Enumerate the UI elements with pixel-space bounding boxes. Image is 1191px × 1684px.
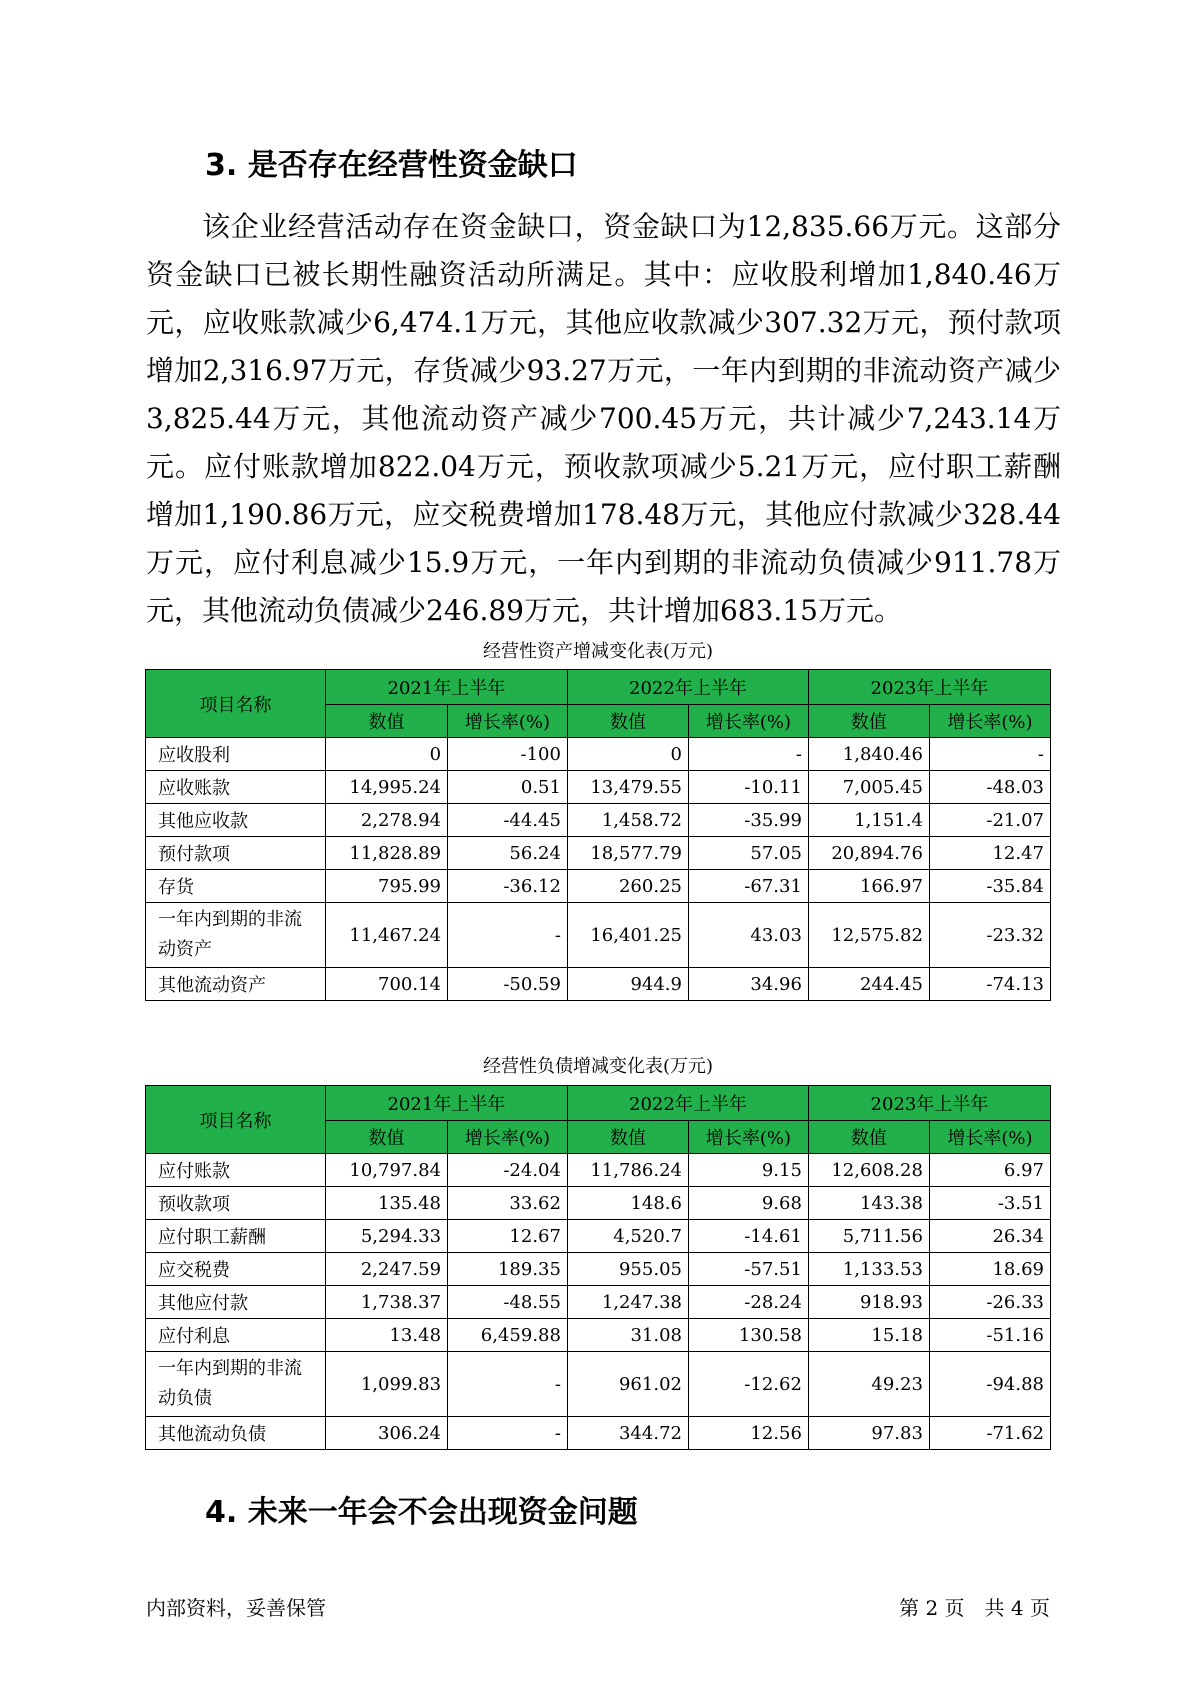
table-row [146,1253,1051,1286]
value-2021-cell: 700.14 [325,968,447,1001]
value-2022-cell: 955.05 [567,1253,688,1286]
table-row [146,804,1051,837]
header-value: 数值 [567,705,688,738]
rate-2021-cell: 56.24 [448,837,568,870]
header-rate: 增长率(%) [688,705,808,738]
table-row [146,968,1051,1001]
rate-2023-cell: - [929,738,1050,771]
header-value: 数值 [808,1121,929,1154]
header-rate: 增长率(%) [929,705,1050,738]
rate-2021-cell: 0.51 [448,771,568,804]
value-2023-cell: 166.97 [808,870,929,903]
value-2022-cell: 944.9 [567,968,688,1001]
rate-2022-cell: -10.11 [688,771,808,804]
rate-2022-cell: -35.99 [688,804,808,837]
value-2022-cell: 31.08 [567,1319,688,1352]
value-2021-cell: 306.24 [325,1417,447,1450]
row-name-cell: 一年内到期的非流动资产 [146,903,326,968]
rate-2021-cell: 189.35 [448,1253,568,1286]
row-name-cell: 预付款项 [146,837,326,870]
rate-2021-cell: -100 [448,738,568,771]
rate-2022-cell: 12.56 [688,1417,808,1450]
rate-2021-cell: 6,459.88 [448,1319,568,1352]
value-2022-cell: 1,458.72 [567,804,688,837]
header-period-2022: 2022年上半年 [567,1086,808,1121]
value-2021-cell: 1,738.37 [325,1286,447,1319]
header-item-name: 项目名称 [146,1086,326,1154]
value-2023-cell: 1,151.4 [808,804,929,837]
row-name-cell: 应付账款 [146,1154,326,1187]
header-value: 数值 [325,705,447,738]
rate-2023-cell: -23.32 [929,903,1050,968]
header-rate: 增长率(%) [929,1121,1050,1154]
rate-2021-cell: -24.04 [448,1154,568,1187]
table-row [146,771,1051,804]
rate-2023-cell: -94.88 [929,1352,1050,1417]
table-row [146,1417,1051,1450]
row-name-cell: 其他流动资产 [146,968,326,1001]
value-2022-cell: 18,577.79 [567,837,688,870]
table-row [146,1319,1051,1352]
rate-2023-cell: -74.13 [929,968,1050,1001]
row-name-cell: 应收账款 [146,771,326,804]
header-value: 数值 [325,1121,447,1154]
row-name-cell: 应付职工薪酬 [146,1220,326,1253]
value-2023-cell: 5,711.56 [808,1220,929,1253]
operating-assets-table [145,669,1051,1001]
rate-2022-cell: -12.62 [688,1352,808,1417]
rate-2023-cell: -71.62 [929,1417,1050,1450]
rate-2022-cell: 57.05 [688,837,808,870]
rate-2021-cell: -50.59 [448,968,568,1001]
rate-2021-cell: -44.45 [448,804,568,837]
value-2021-cell: 14,995.24 [325,771,447,804]
rate-2022-cell: -14.61 [688,1220,808,1253]
rate-2021-cell: - [448,1352,568,1417]
header-period-2023: 2023年上半年 [808,670,1050,705]
header-item-name: 项目名称 [146,670,326,738]
row-name-cell: 预收款项 [146,1187,326,1220]
value-2023-cell: 7,005.45 [808,771,929,804]
section-3-heading: 3. 是否存在经营性资金缺口 [205,148,578,183]
header-period-2022: 2022年上半年 [567,670,808,705]
value-2021-cell: 5,294.33 [325,1220,447,1253]
value-2022-cell: 1,247.38 [567,1286,688,1319]
value-2022-cell: 13,479.55 [567,771,688,804]
rate-2023-cell: -21.07 [929,804,1050,837]
rate-2022-cell: -57.51 [688,1253,808,1286]
rate-2023-cell: -48.03 [929,771,1050,804]
row-name-cell: 存货 [146,870,326,903]
rate-2023-cell: -51.16 [929,1319,1050,1352]
rate-2023-cell: 6.97 [929,1154,1050,1187]
table-row [146,1220,1051,1253]
value-2021-cell: 10,797.84 [325,1154,447,1187]
value-2021-cell: 11,467.24 [325,903,447,968]
value-2023-cell: 918.93 [808,1286,929,1319]
table-row [146,1154,1051,1187]
table-row [146,1187,1051,1220]
rate-2022-cell: -67.31 [688,870,808,903]
table-row [146,903,1051,968]
assets-table-caption: 经营性资产增减变化表(万元) [482,641,714,662]
rate-2022-cell: 9.15 [688,1154,808,1187]
value-2021-cell: 1,099.83 [325,1352,447,1417]
rate-2022-cell: 43.03 [688,903,808,968]
row-name-cell: 其他应收款 [146,804,326,837]
rate-2022-cell: -28.24 [688,1286,808,1319]
rate-2021-cell: -36.12 [448,870,568,903]
value-2023-cell: 1,840.46 [808,738,929,771]
rate-2022-cell: - [688,738,808,771]
value-2021-cell: 2,247.59 [325,1253,447,1286]
rate-2021-cell: 33.62 [448,1187,568,1220]
header-value: 数值 [808,705,929,738]
footer-page-number: 第 2 页 共 4 页 [899,1596,1050,1620]
value-2023-cell: 143.38 [808,1187,929,1220]
row-name-cell: 一年内到期的非流动负债 [146,1352,326,1417]
header-period-2021: 2021年上半年 [325,670,567,705]
rate-2023-cell: -3.51 [929,1187,1050,1220]
value-2022-cell: 4,520.7 [567,1220,688,1253]
operating-liabilities-table [145,1085,1051,1450]
value-2023-cell: 97.83 [808,1417,929,1450]
table-row [146,738,1051,771]
value-2022-cell: 11,786.24 [567,1154,688,1187]
value-2023-cell: 12,608.28 [808,1154,929,1187]
table-row [146,1286,1051,1319]
table-row [146,837,1051,870]
value-2023-cell: 1,133.53 [808,1253,929,1286]
value-2021-cell: 13.48 [325,1319,447,1352]
table-row [146,1352,1051,1417]
header-rate: 增长率(%) [448,1121,568,1154]
liabilities-table-caption: 经营性负债增减变化表(万元) [482,1056,714,1077]
row-name-cell: 其他应付款 [146,1286,326,1319]
rate-2022-cell: 9.68 [688,1187,808,1220]
footer-confidential-note: 内部资料，妥善保管 [146,1596,326,1620]
value-2022-cell: 961.02 [567,1352,688,1417]
rate-2022-cell: 34.96 [688,968,808,1001]
header-value: 数值 [567,1121,688,1154]
rate-2021-cell: - [448,1417,568,1450]
value-2022-cell: 0 [567,738,688,771]
body-paragraph: 该企业经营活动存在资金缺口，资金缺口为12,835.66万元。这部分资金缺口已被长期性融资活动所满足。其中：应收股利增加1,840.46万元，应收账款减少6,474.1万元，其他应收款减少307.32万元，预付款项增加2,316.97万元，存货减少93.27万元，一年内到期的非流动资产减少3,825.44万元，其他流动资产减少700.45万元，共计减少7,243.14万元。应付账款增加822.04万元，预收款项减少5.21万元，应付职工薪酬增加1,190.86万元，应交税费增加178.48万元，其他应付款减少328.44万元，应付利息减少15.9万元，一年内到期的非流动负债减少911.78万元，其他流动负债减少246.89万元，共计增加683.15万元。 [146,210,1061,627]
row-name-cell: 其他流动负债 [146,1417,326,1450]
value-2023-cell: 20,894.76 [808,837,929,870]
section-4-heading: 4. 未来一年会不会出现资金问题 [205,1495,638,1530]
value-2022-cell: 344.72 [567,1417,688,1450]
rate-2023-cell: 12.47 [929,837,1050,870]
table-row [146,870,1051,903]
row-name-cell: 应付利息 [146,1319,326,1352]
value-2021-cell: 795.99 [325,870,447,903]
value-2022-cell: 16,401.25 [567,903,688,968]
value-2021-cell: 0 [325,738,447,771]
rate-2023-cell: -35.84 [929,870,1050,903]
value-2022-cell: 148.6 [567,1187,688,1220]
value-2023-cell: 244.45 [808,968,929,1001]
header-period-2023: 2023年上半年 [808,1086,1050,1121]
header-period-2021: 2021年上半年 [325,1086,567,1121]
row-name-cell: 应交税费 [146,1253,326,1286]
rate-2021-cell: - [448,903,568,968]
value-2021-cell: 11,828.89 [325,837,447,870]
rate-2023-cell: 18.69 [929,1253,1050,1286]
value-2023-cell: 49.23 [808,1352,929,1417]
row-name-cell: 应收股利 [146,738,326,771]
header-rate: 增长率(%) [448,705,568,738]
rate-2022-cell: 130.58 [688,1319,808,1352]
value-2023-cell: 12,575.82 [808,903,929,968]
value-2021-cell: 135.48 [325,1187,447,1220]
value-2023-cell: 15.18 [808,1319,929,1352]
rate-2021-cell: 12.67 [448,1220,568,1253]
rate-2023-cell: 26.34 [929,1220,1050,1253]
value-2022-cell: 260.25 [567,870,688,903]
rate-2023-cell: -26.33 [929,1286,1050,1319]
rate-2021-cell: -48.55 [448,1286,568,1319]
value-2021-cell: 2,278.94 [325,804,447,837]
header-rate: 增长率(%) [688,1121,808,1154]
